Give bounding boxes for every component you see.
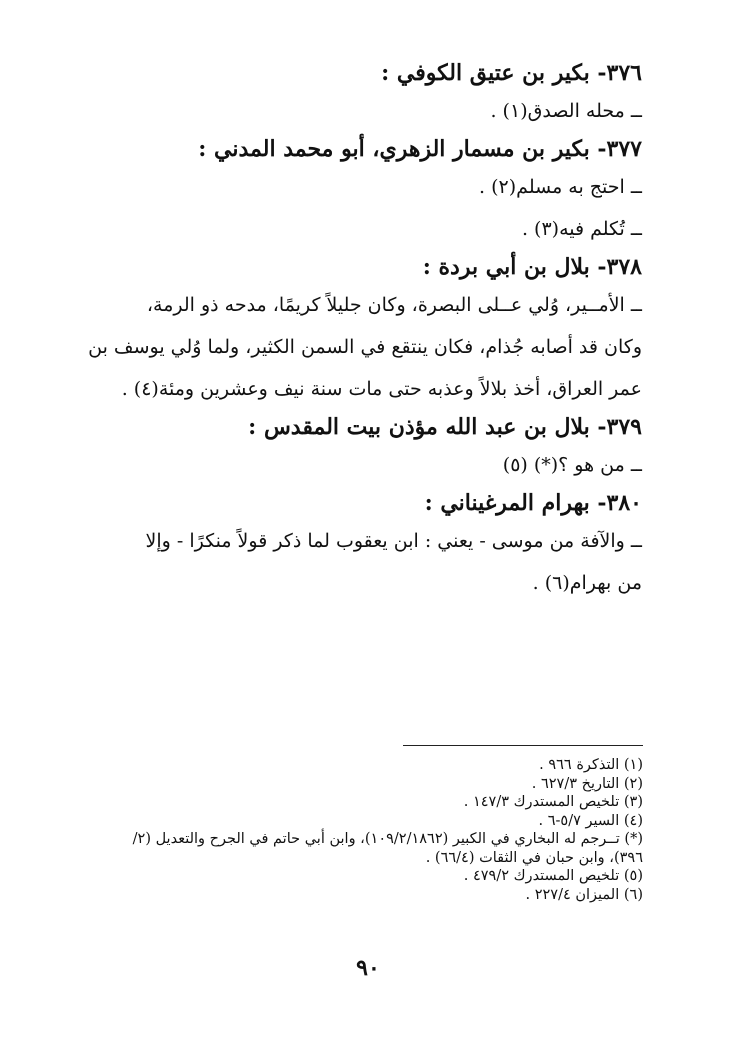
entry-line: ــ والآفة من موسى - يعني : ابن يعقوب لما ذكر قولاً منكرًا - وإلا — [145, 530, 642, 552]
entry-heading: ٣٧٨- بلال بن أبي بردة : — [422, 254, 642, 280]
entry-line: ــ الأمــير، وُلي عــلى البصرة، وكان جليلاً كريمًا، مدحه ذو الرمة، — [146, 294, 642, 316]
footnotes — [75, 745, 643, 904]
entry-heading: ٣٧٧- بكير بن مسمار الزهري، أبو محمد المدني : — [198, 136, 642, 162]
footnote: (٤) السير ٥/٧-٦ . — [538, 812, 643, 829]
entry-377 — [70, 132, 642, 250]
entry-379 — [70, 410, 642, 486]
entry-line: وكان قد أصابه جُذام، فكان ينتقع في السمن الكثير، ولما وُلي يوسف بن — [88, 336, 642, 358]
footnote: (٥) تلخيص المستدرك ٤٧٩/٢ . — [463, 868, 643, 884]
entry-380 — [70, 486, 642, 604]
footnote: ٣٩٦)، وابن حبان في الثقات (٦٦/٤) . — [425, 849, 643, 866]
entry-heading: ٣٧٩- بلال بن عبد الله مؤذن بيت المقدس : — [248, 414, 642, 440]
page-number: ٩٠ — [356, 955, 380, 981]
footnote-divider — [403, 745, 643, 746]
entry-376 — [70, 56, 642, 132]
entry-heading: ٣٨٠- بهرام المرغيناني : — [424, 490, 642, 516]
entry-heading: ٣٧٦- بكير بن عتيق الكوفي : — [381, 60, 642, 86]
entry-line: عمر العراق، أخذ بلالاً وعذبه حتى مات سنة نيف وعشرين ومئة(٤) . — [121, 378, 642, 400]
footnote: (٦) الميزان ٢٢٧/٤ . — [525, 886, 643, 903]
entry-line: ــ محله الصدق(١) . — [490, 100, 642, 122]
footnote: (١) التذكرة ٩٦٦ . — [539, 757, 643, 773]
footnote: (*) تــرجم له البخاري في الكبير (١٠٩/٢/١٨٦٢)، وابن أبي حاتم في الجرح والتعديل (٢/ — [132, 831, 643, 847]
entry-378 — [70, 250, 642, 410]
entry-line: من بهرام(٦) . — [532, 572, 642, 594]
entry-line: ــ من هو ؟(*) (٥) — [502, 454, 642, 476]
footnote: (٣) تلخيص المستدرك ١٤٧/٣ . — [463, 794, 643, 810]
entry-line: ــ احتج به مسلم(٢) . — [479, 176, 642, 198]
footnote: (٢) التاريخ ٦٢٧/٣ . — [531, 775, 643, 792]
entry-line: ــ تُكلم فيه(٣) . — [521, 218, 642, 240]
page-body — [70, 56, 642, 604]
